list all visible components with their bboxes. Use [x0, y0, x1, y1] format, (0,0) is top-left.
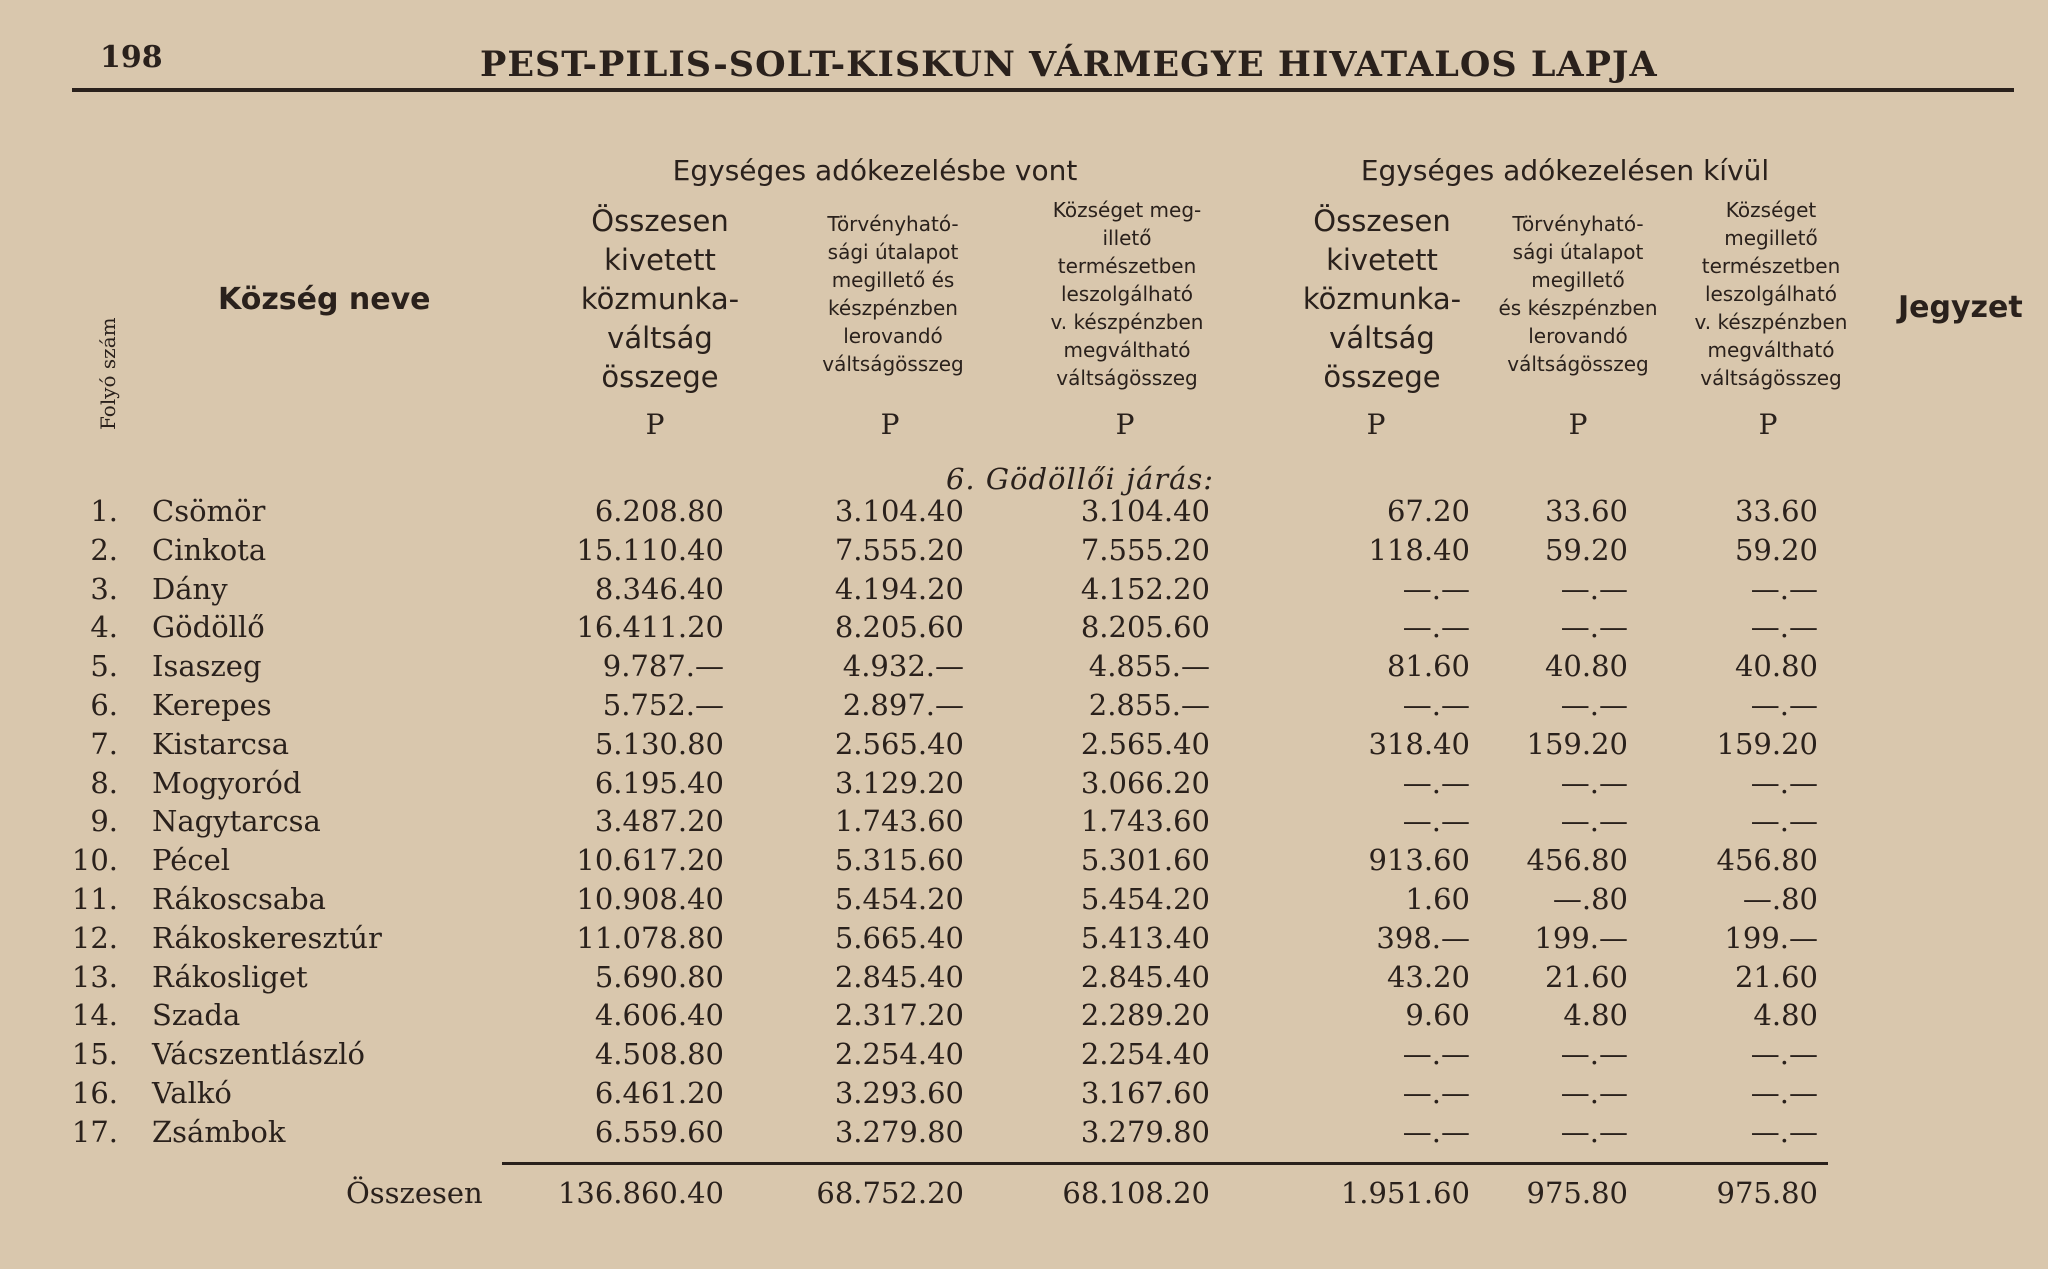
- cell-osszesen: 9.787.—: [602, 649, 724, 684]
- cell-osszesen-2: 1.60: [1405, 882, 1470, 916]
- header-line: megillető és: [831, 268, 955, 292]
- cell-osszesen: 6.208.80: [594, 494, 724, 528]
- unit-label: P: [1758, 408, 1778, 441]
- col-header-folyo-szam: Folyó szám: [96, 317, 120, 430]
- page-number: 198: [100, 40, 163, 75]
- cell-osszesen-2: 318.40: [1368, 726, 1470, 761]
- kozseg-name: Cinkota: [152, 532, 267, 567]
- cell-osszesen-2: 913.60: [1368, 843, 1470, 878]
- cell-torvenyhatosagi: 2.565.40: [834, 726, 964, 761]
- header-line: kivetett: [1326, 243, 1438, 277]
- cell-torvenyhatosagi: 3.104.40: [834, 494, 964, 528]
- kozseg-name: Mogyoród: [152, 765, 302, 800]
- cell-kozseget-2: —.—: [1750, 1114, 1818, 1149]
- cell-torvenyhatosagi-2: 199.—: [1534, 920, 1628, 955]
- cell-osszesen-2: 9.60: [1405, 998, 1470, 1033]
- cell-torvenyhatosagi: 4.932.—: [842, 649, 964, 684]
- header-line: közmunka-: [1302, 282, 1462, 316]
- cell-torvenyhatosagi: 5.454.20: [834, 882, 964, 916]
- cell-kozseget-2: —.—: [1750, 688, 1818, 722]
- table-row: [0, 610, 2048, 648]
- table-row: [0, 727, 2048, 765]
- cell-osszesen-2: 67.20: [1386, 494, 1470, 528]
- header-line: sági útalapot: [827, 240, 959, 264]
- table-row: [0, 494, 2048, 532]
- cell-osszesen-2: —.—: [1402, 571, 1470, 606]
- row-number: 8.: [90, 765, 118, 800]
- cell-osszesen: 8.346.40: [594, 571, 724, 606]
- cell-osszesen-2: 81.60: [1386, 649, 1470, 684]
- kozseg-name: Vácszentlászló: [152, 1037, 365, 1072]
- cell-torvenyhatosagi-2: 59.20: [1544, 532, 1628, 567]
- cell-kozseget-2: 59.20: [1734, 532, 1818, 567]
- row-number: 11.: [71, 882, 118, 916]
- table-row: [0, 921, 2048, 959]
- header-line: összege: [1323, 360, 1441, 394]
- col-header-osszesen: [581, 202, 739, 397]
- cell-kozseget: 4.855.—: [1088, 649, 1210, 684]
- cell-torvenyhatosagi: 1.743.60: [834, 804, 964, 839]
- cell-osszesen-2: —.—: [1402, 610, 1470, 645]
- cell-torvenyhatosagi-2: —.—: [1560, 571, 1628, 606]
- unit-label: P: [880, 408, 900, 441]
- cell-kozseget-2: —.80: [1742, 882, 1818, 916]
- header-line: Törvényható-: [1512, 212, 1644, 236]
- unit-label: P: [1115, 408, 1135, 441]
- row-number: 3.: [90, 571, 118, 606]
- cell-torvenyhatosagi-2: 4.80: [1563, 998, 1628, 1033]
- header-line: illető: [1102, 226, 1152, 250]
- cell-osszesen-2: —.—: [1402, 765, 1470, 800]
- cell-osszesen: 3.487.20: [594, 804, 724, 839]
- kozseg-name: Kistarcsa: [152, 726, 290, 761]
- cell-torvenyhatosagi: 3.129.20: [834, 765, 964, 800]
- cell-osszesen-2: 118.40: [1368, 532, 1470, 567]
- cell-kozseget: 3.167.60: [1080, 1076, 1210, 1110]
- kozseg-name: Rákoskeresztúr: [152, 920, 382, 955]
- cell-osszesen: 10.617.20: [576, 843, 724, 878]
- cell-kozseget: 2.565.40: [1080, 726, 1210, 761]
- table-row: [0, 766, 2048, 804]
- unit-label: P: [645, 408, 665, 441]
- cell-torvenyhatosagi: 7.555.20: [834, 532, 964, 567]
- cell-torvenyhatosagi-2: —.—: [1560, 610, 1628, 645]
- header-line: és készpénzben: [1498, 296, 1658, 320]
- header-line: váltságösszeg: [1507, 352, 1649, 376]
- cell-torvenyhatosagi: 2.254.40: [834, 1037, 964, 1072]
- cell-osszesen-2: —.—: [1402, 688, 1470, 722]
- cell-torvenyhatosagi-2: —.—: [1560, 804, 1628, 839]
- row-number: 17.: [71, 1114, 118, 1149]
- cell-osszesen-2: —.—: [1402, 1076, 1470, 1110]
- table-row: [0, 843, 2048, 881]
- header-line: v. készpénzben: [1694, 310, 1848, 334]
- cell-torvenyhatosagi: 3.279.80: [834, 1114, 964, 1149]
- kozseg-name: Szada: [152, 998, 241, 1033]
- cell-osszesen-2: —.—: [1402, 1037, 1470, 1072]
- row-number: 7.: [90, 726, 118, 761]
- kozseg-name: Csömör: [152, 494, 266, 528]
- section-title: 6. Gödöllői járás:: [945, 462, 1215, 496]
- page-title: PEST-PILIS-SOLT-KISKUN VÁRMEGYE HIVATALOS LAPJA: [480, 44, 1658, 85]
- total-value: 975.80: [1716, 1176, 1818, 1210]
- group-heading-right: Egységes adókezelésen kívül: [1360, 154, 1770, 187]
- total-value: 1.951.60: [1340, 1176, 1470, 1210]
- cell-osszesen: 10.908.40: [576, 882, 724, 916]
- table-row: [0, 1037, 2048, 1075]
- cell-torvenyhatosagi: 3.293.60: [834, 1076, 964, 1110]
- col-header-torvenyhatosagi-2: [1498, 210, 1657, 378]
- header-line: váltságösszeg: [1056, 366, 1198, 390]
- header-line: leszolgálható: [1704, 282, 1838, 306]
- header-line: összege: [601, 360, 719, 394]
- cell-osszesen: 6.559.60: [594, 1114, 724, 1149]
- unit-label: P: [1366, 408, 1386, 441]
- cell-torvenyhatosagi-2: 33.60: [1544, 494, 1628, 528]
- cell-torvenyhatosagi-2: —.—: [1560, 1076, 1628, 1110]
- kozseg-name: Isaszeg: [152, 649, 262, 684]
- row-number: 14.: [71, 998, 118, 1033]
- table-row: [0, 533, 2048, 571]
- cell-torvenyhatosagi-2: —.—: [1560, 765, 1628, 800]
- cell-kozseget: 2.855.—: [1088, 688, 1210, 722]
- table-row: [0, 688, 2048, 726]
- cell-kozseget-2: 199.—: [1724, 920, 1818, 955]
- cell-kozseget: 2.254.40: [1080, 1037, 1210, 1072]
- kozseg-name: Dány: [152, 571, 228, 606]
- header-line: sági útalapot: [1512, 240, 1644, 264]
- row-number: 12.: [71, 920, 118, 955]
- cell-torvenyhatosagi: 2.317.20: [834, 998, 964, 1033]
- cell-osszesen: 6.195.40: [594, 765, 724, 800]
- col-header-osszesen-2: [1303, 202, 1461, 397]
- cell-osszesen: 11.078.80: [576, 920, 724, 955]
- table-row: [0, 1115, 2048, 1153]
- cell-torvenyhatosagi: 5.665.40: [834, 920, 964, 955]
- cell-kozseget-2: 159.20: [1716, 726, 1818, 761]
- header-line: Községet meg-: [1052, 198, 1202, 222]
- header-line: váltság: [607, 321, 713, 355]
- row-number: 4.: [90, 610, 118, 645]
- header-line: leszolgálható: [1060, 282, 1194, 306]
- cell-osszesen: 5.130.80: [594, 726, 724, 761]
- row-number: 15.: [71, 1037, 118, 1072]
- header-line: kivetett: [604, 243, 716, 277]
- header-line: készpénzben: [828, 296, 958, 320]
- table-row: [0, 998, 2048, 1036]
- cell-kozseget-2: —.—: [1750, 804, 1818, 839]
- cell-kozseget-2: 40.80: [1734, 649, 1818, 684]
- cell-torvenyhatosagi-2: —.—: [1560, 1114, 1628, 1149]
- header-line: lerovandó: [843, 324, 943, 348]
- row-number: 6.: [90, 688, 118, 722]
- cell-kozseget: 1.743.60: [1080, 804, 1210, 839]
- header-line: közmunka-: [580, 282, 740, 316]
- row-number: 2.: [90, 532, 118, 567]
- total-value: 68.752.20: [816, 1176, 964, 1210]
- cell-osszesen-2: 398.—: [1376, 920, 1470, 955]
- cell-kozseget-2: —.—: [1750, 571, 1818, 606]
- header-line: természetben: [1701, 254, 1841, 278]
- header-line: v. készpénzben: [1050, 310, 1204, 334]
- total-value: 68.108.20: [1062, 1176, 1210, 1210]
- cell-kozseget: 5.413.40: [1080, 920, 1210, 955]
- row-number: 5.: [90, 649, 118, 684]
- cell-kozseget-2: 4.80: [1753, 998, 1818, 1033]
- cell-kozseget-2: —.—: [1750, 610, 1818, 645]
- cell-osszesen-2: —.—: [1402, 804, 1470, 839]
- cell-osszesen: 5.752.—: [602, 688, 724, 722]
- header-line: lerovandó: [1528, 324, 1628, 348]
- table-row: [0, 1076, 2048, 1114]
- header-line: természetben: [1057, 254, 1197, 278]
- col-header-kozseget-megillet-2: [1695, 196, 1848, 392]
- cell-kozseget: 3.279.80: [1080, 1114, 1210, 1149]
- cell-torvenyhatosagi-2: 21.60: [1544, 959, 1628, 994]
- cell-torvenyhatosagi: 2.897.—: [842, 688, 964, 722]
- header-line: megillető: [1531, 268, 1625, 292]
- cell-kozseget-2: —.—: [1750, 1037, 1818, 1072]
- cell-osszesen: 5.690.80: [594, 959, 724, 994]
- cell-kozseget: 3.066.20: [1080, 765, 1210, 800]
- cell-osszesen: 15.110.40: [576, 532, 724, 567]
- row-number: 9.: [90, 804, 118, 839]
- header-line: Törvényható-: [827, 212, 959, 236]
- header-line: váltság: [1329, 321, 1435, 355]
- cell-torvenyhatosagi: 2.845.40: [834, 959, 964, 994]
- cell-torvenyhatosagi-2: —.—: [1560, 1037, 1628, 1072]
- cell-kozseget: 4.152.20: [1080, 571, 1210, 606]
- cell-osszesen: 6.461.20: [594, 1076, 724, 1110]
- cell-kozseget-2: —.—: [1750, 1076, 1818, 1110]
- row-number: 1.: [90, 494, 118, 528]
- header-line: váltságösszeg: [1700, 366, 1842, 390]
- group-heading-left: Egységes adókezelésbe vont: [672, 154, 1078, 187]
- cell-kozseget: 5.454.20: [1080, 882, 1210, 916]
- cell-kozseget-2: 33.60: [1734, 494, 1818, 528]
- table-row: [0, 804, 2048, 842]
- header-line: megillető: [1724, 226, 1818, 250]
- kozseg-name: Kerepes: [152, 688, 272, 722]
- cell-osszesen: 16.411.20: [576, 610, 724, 645]
- kozseg-name: Gödöllő: [152, 610, 265, 645]
- table-row: [0, 960, 2048, 998]
- total-value: 136.860.40: [557, 1176, 724, 1210]
- cell-kozseget: 5.301.60: [1080, 843, 1210, 878]
- cell-kozseget: 2.289.20: [1080, 998, 1210, 1033]
- cell-torvenyhatosagi-2: 456.80: [1526, 843, 1628, 878]
- table-row: [0, 649, 2048, 687]
- kozseg-name: Valkó: [152, 1076, 232, 1110]
- cell-torvenyhatosagi-2: —.—: [1560, 688, 1628, 722]
- total-value: 975.80: [1526, 1176, 1628, 1210]
- cell-torvenyhatosagi: 5.315.60: [834, 843, 964, 878]
- cell-kozseget: 3.104.40: [1080, 494, 1210, 528]
- header-line: váltságösszeg: [822, 352, 964, 376]
- total-label: Összesen: [346, 1176, 483, 1210]
- cell-torvenyhatosagi: 8.205.60: [834, 610, 964, 645]
- kozseg-name: Rákoscsaba: [152, 882, 326, 916]
- row-number: 16.: [71, 1076, 118, 1110]
- cell-torvenyhatosagi: 4.194.20: [834, 571, 964, 606]
- kozseg-name: Pécel: [152, 843, 231, 878]
- cell-kozseget-2: 21.60: [1734, 959, 1818, 994]
- row-number: 10.: [71, 843, 118, 878]
- cell-kozseget: 2.845.40: [1080, 959, 1210, 994]
- header-rule: [72, 88, 2014, 92]
- total-rule: [502, 1162, 1828, 1165]
- col-header-kozseget-megillet: [1051, 196, 1204, 392]
- kozseg-name: Zsámbok: [152, 1114, 286, 1149]
- cell-kozseget-2: 456.80: [1716, 843, 1818, 878]
- row-number: 13.: [71, 959, 118, 994]
- cell-torvenyhatosagi-2: 40.80: [1544, 649, 1628, 684]
- cell-osszesen-2: 43.20: [1386, 959, 1470, 994]
- table-row: [0, 882, 2048, 920]
- cell-osszesen: 4.606.40: [594, 998, 724, 1033]
- header-line: Községet: [1725, 198, 1817, 222]
- kozseg-name: Rákosliget: [152, 959, 308, 994]
- col-header-jegyzet: Jegyzet: [1898, 290, 2023, 325]
- table-row: [0, 572, 2048, 610]
- unit-label: P: [1568, 408, 1588, 441]
- cell-osszesen-2: —.—: [1402, 1114, 1470, 1149]
- header-line: Összesen: [591, 204, 729, 238]
- kozseg-name: Nagytarcsa: [152, 804, 321, 839]
- cell-torvenyhatosagi-2: —.80: [1552, 882, 1628, 916]
- cell-kozseget: 7.555.20: [1080, 532, 1210, 567]
- header-line: Összesen: [1313, 204, 1451, 238]
- cell-torvenyhatosagi-2: 159.20: [1526, 726, 1628, 761]
- cell-kozseget-2: —.—: [1750, 765, 1818, 800]
- col-header-torvenyhatosagi: [822, 210, 963, 378]
- header-line: megváltható: [1063, 338, 1191, 362]
- col-header-kozseg-neve: Község neve: [218, 282, 431, 317]
- header-line: megváltható: [1707, 338, 1835, 362]
- cell-kozseget: 8.205.60: [1080, 610, 1210, 645]
- cell-osszesen: 4.508.80: [594, 1037, 724, 1072]
